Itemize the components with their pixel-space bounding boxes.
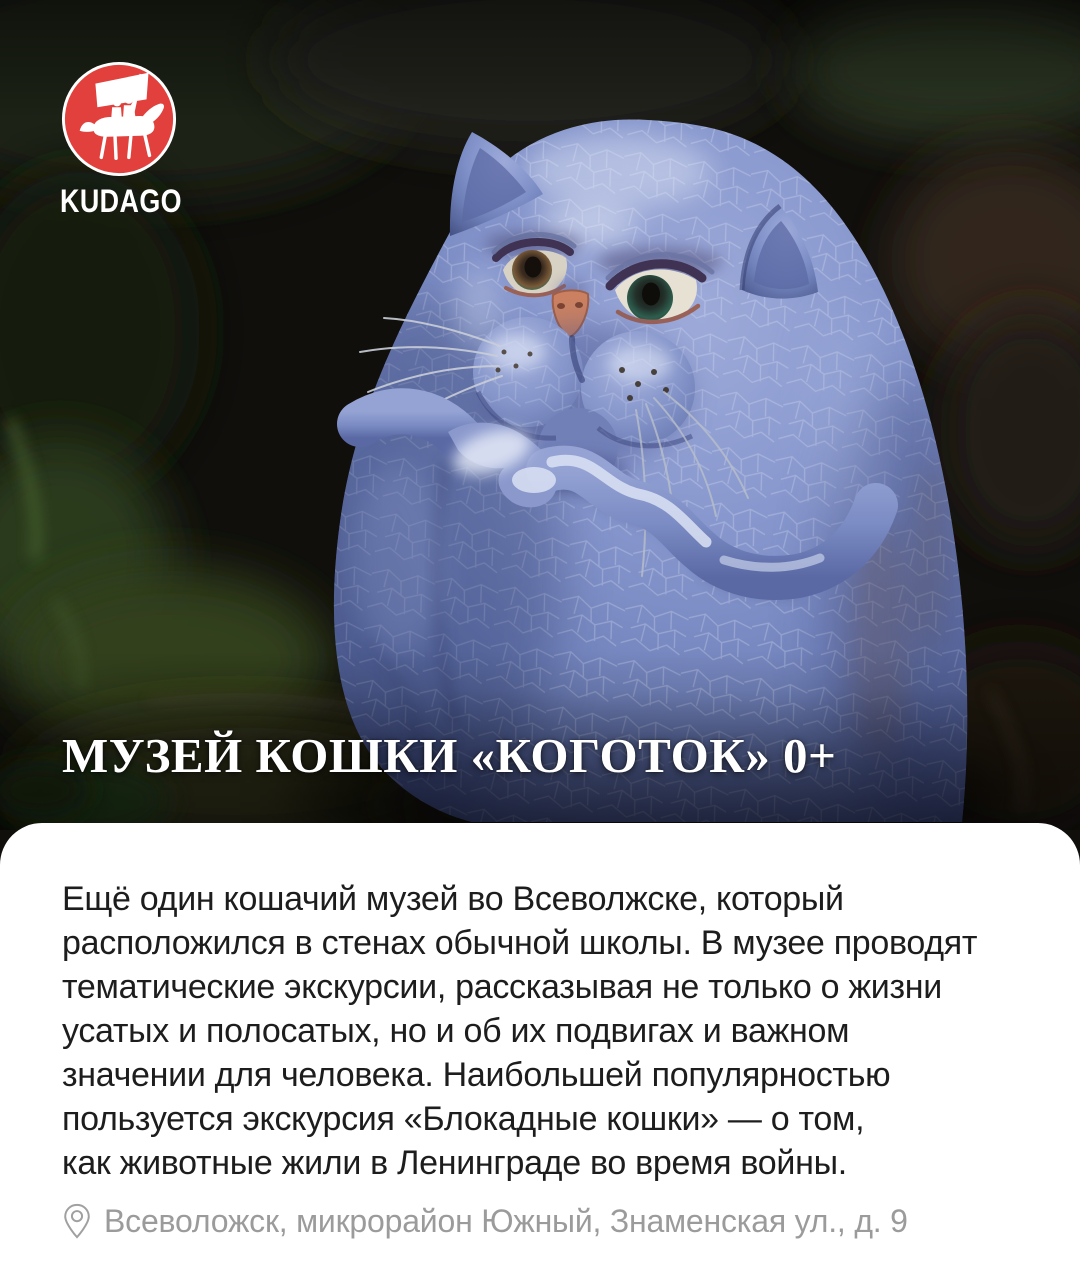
description-line: тематические экскурсии, рассказывая не только о жизни — [62, 968, 942, 1006]
description-line: расположился в стенах обычной школы. В музее проводят — [62, 924, 978, 962]
horseman-flag-icon — [60, 60, 178, 178]
kudago-wordmark: KUDAGO — [60, 183, 182, 219]
kudago-logo — [60, 60, 260, 217]
location-pin-icon — [62, 1202, 92, 1240]
description-line: пользуется экскурсия «Блокадные кошки» — о том, — [62, 1100, 865, 1138]
description-line: усатых и полосатых, но и об их подвигах и важном — [62, 1012, 850, 1050]
photo-title: МУЗЕЙ КОШКИ «КОГОТОК» 0+ — [62, 728, 837, 783]
info-card — [0, 823, 1080, 1280]
description-line: Ещё один кошачий музей во Всеволжске, который — [62, 880, 844, 918]
location-address: Всеволожск, микрорайон Южный, Знаменская ул., д. 9 — [104, 1203, 908, 1239]
description-line: как животные жили в Ленинграде во время войны. — [62, 1144, 847, 1182]
description-line: значении для человека. Наибольшей популярностью — [62, 1056, 891, 1094]
location-row — [62, 1199, 1018, 1243]
description-text — [62, 877, 1018, 1185]
